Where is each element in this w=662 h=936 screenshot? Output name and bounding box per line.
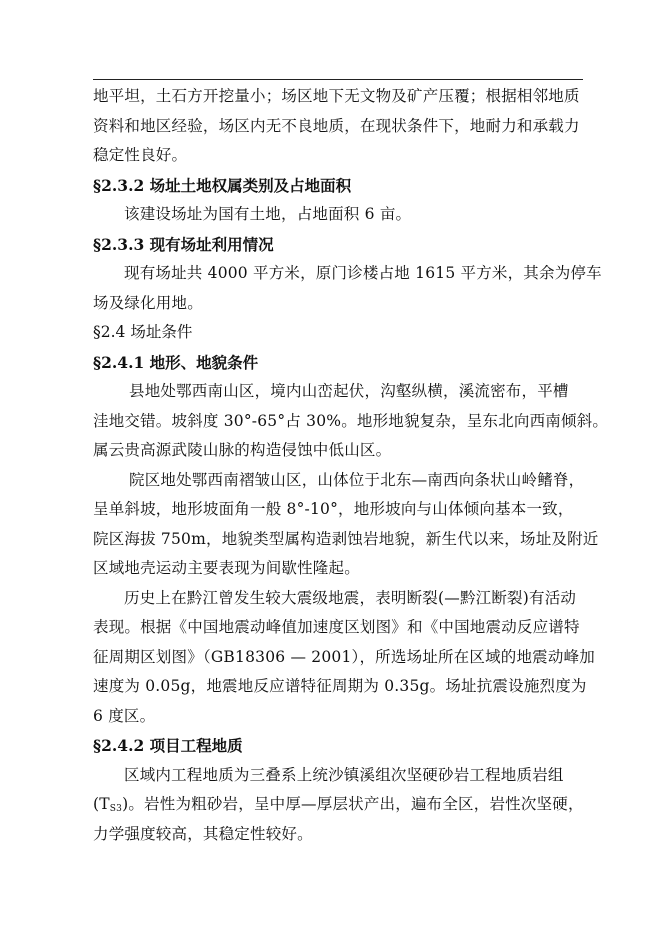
- paragraph-line: 县地处鄂西南山区，境内山峦起伏，沟壑纵横，溪流密布，平槽: [129, 382, 569, 400]
- paragraph-line: 稳定性良好。: [93, 146, 188, 164]
- paragraph-line: 速度为 0.05g，地震地反应谱特征周期为 0.35g。场址抗震设施烈度为: [93, 677, 587, 695]
- paragraph-line: 洼地交错。坡斜度 30°-65°占 30%。地形地貌复杂，呈东北向西南倾斜。: [93, 411, 609, 430]
- paragraph-line: 场及绿化用地。: [93, 293, 203, 312]
- paragraph-line: 院区地处鄂西南褶皱山区，山体位于北东—南西向条状山岭鳍脊，: [129, 470, 585, 489]
- paragraph-line: 历史上在黔江曾发生较大震级地震，表明断裂(—黔江断裂)有活动: [124, 588, 577, 607]
- paragraph-line: 呈单斜坡，地形坡面角一般 8°-10°，地形坡向与山体倾向基本一致，: [93, 500, 574, 518]
- document-body: [93, 82, 609, 849]
- paragraph-line: 区域内工程地质为三叠系上统沙镇溪组次坚硬砂岩工程地质岩组: [124, 765, 564, 784]
- paragraph-line: 地平坦，土石方开挖量小；场区地下无文物及矿产压覆；根据相邻地质: [93, 87, 580, 105]
- paragraph-line: 力学强度较高，其稳定性较好。: [93, 824, 313, 843]
- formula-prefix: (T: [93, 795, 110, 813]
- paragraph-line: [93, 790, 585, 820]
- paragraph-line: 征周期区划图》（GB18306 — 2001），所选场址所在区域的地震动峰加: [93, 647, 595, 666]
- paragraph-line: 6 度区。: [93, 706, 156, 725]
- section-heading-2-4: §2.4 场址条件: [93, 323, 193, 341]
- paragraph-line: 院区海拔 750m，地貌类型属构造剥蚀岩地貌，新生代以来，场址及附近: [93, 529, 599, 548]
- section-heading-2-3-3: §2.3.3 现有场址利用情况: [93, 234, 274, 254]
- paragraph-line: 区域地壳运动主要表现为间歇性隆起。: [93, 559, 360, 577]
- paragraph-line: 表现。根据《中国地震动峰值加速度区划图》和《中国地震动反应谱特: [93, 618, 580, 636]
- header-rule: [93, 79, 583, 80]
- section-heading-2-4-1: §2.4.1 地形、地貌条件: [93, 352, 259, 372]
- section-heading-2-4-2: §2.4.2 项目工程地质: [93, 736, 243, 755]
- paragraph-line: 资料和地区经验，场区内无不良地质，在现状条件下，地耐力和承载力: [93, 116, 580, 135]
- formula-subscript: S3: [109, 804, 123, 814]
- paragraph-line: 该建设场址为国有土地，占地面积 6 亩。: [124, 205, 412, 223]
- formula-suffix: )。岩性为粗砂岩，呈中厚—厚层状产出，遍布全区，岩性次坚硬，: [122, 795, 584, 813]
- section-heading-2-3-2: §2.3.2 场址土地权属类别及占地面积: [93, 175, 352, 195]
- paragraph-line: 属云贵高源武陵山脉的构造侵蚀中低山区。: [93, 441, 392, 459]
- paragraph-line: 现有场址共 4000 平方米，原门诊楼占地 1615 平方米，其余为停车: [124, 264, 602, 282]
